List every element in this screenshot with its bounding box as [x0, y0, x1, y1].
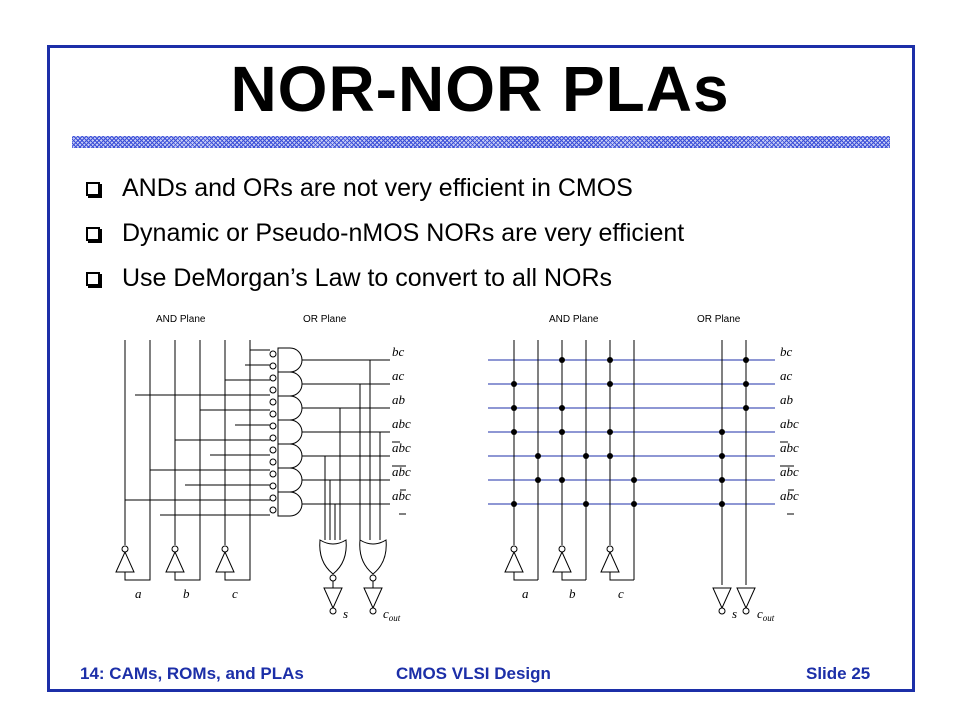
left-term-2: ab	[392, 392, 405, 407]
footer-slide-number: Slide 25	[806, 664, 871, 683]
footer-course-name: CMOS VLSI Design	[396, 664, 551, 683]
right-output-cout: $c_{out}$	[757, 606, 775, 623]
bullet-box-icon	[86, 182, 100, 196]
right-term-6: abc	[780, 488, 799, 503]
title-divider	[72, 136, 890, 148]
right-pla-diagram	[488, 314, 799, 623]
left-output-s: s	[343, 606, 349, 621]
left-term-1: ac	[392, 368, 405, 383]
right-input-b: b	[569, 586, 576, 601]
bullet-item	[86, 211, 684, 256]
right-and-plane-label: AND Plane	[549, 314, 599, 325]
left-input-b: b	[183, 586, 190, 601]
bullet-item	[86, 166, 684, 211]
left-and-plane-label: AND Plane	[156, 314, 206, 325]
bullet-box-icon	[86, 227, 100, 241]
bullet-item	[86, 256, 684, 301]
pla-diagrams	[0, 300, 960, 640]
right-input-c: c	[618, 586, 624, 601]
left-input-a: a	[135, 586, 142, 601]
bullet-box-icon	[86, 272, 100, 286]
left-output-cout: $c_{out}$	[383, 606, 401, 623]
left-or-plane-label: OR Plane	[303, 314, 347, 325]
left-term-5: abc	[392, 464, 411, 479]
left-pla-diagram	[116, 314, 411, 623]
right-term-2: ab	[780, 392, 793, 407]
left-term-0: bc	[392, 344, 405, 359]
right-term-5: abc	[780, 464, 799, 479]
left-term-6: abc	[392, 488, 411, 503]
right-term-0: bc	[780, 344, 793, 359]
right-term-3: abc	[780, 416, 799, 431]
right-term-1: ac	[780, 368, 793, 383]
left-term-3: abc	[392, 416, 411, 431]
footer-section-title: 14: CAMs, ROMs, and PLAs	[80, 664, 304, 683]
right-term-4: abc	[780, 440, 799, 455]
left-term-4: abc	[392, 440, 411, 455]
right-or-plane-label: OR Plane	[697, 314, 741, 325]
right-output-s: s	[732, 606, 738, 621]
left-input-c: c	[232, 586, 238, 601]
bullet-list	[86, 166, 684, 301]
slide-title: NOR-NOR PLAs	[230, 53, 730, 125]
bullet-text: Dynamic or Pseudo-nMOS NORs are very efficient	[122, 219, 685, 247]
right-input-a: a	[522, 586, 529, 601]
bullet-text: Use DeMorgan’s Law to convert to all NORs	[122, 264, 613, 292]
bullet-text: ANDs and ORs are not very efficient in CMOS	[122, 174, 633, 202]
